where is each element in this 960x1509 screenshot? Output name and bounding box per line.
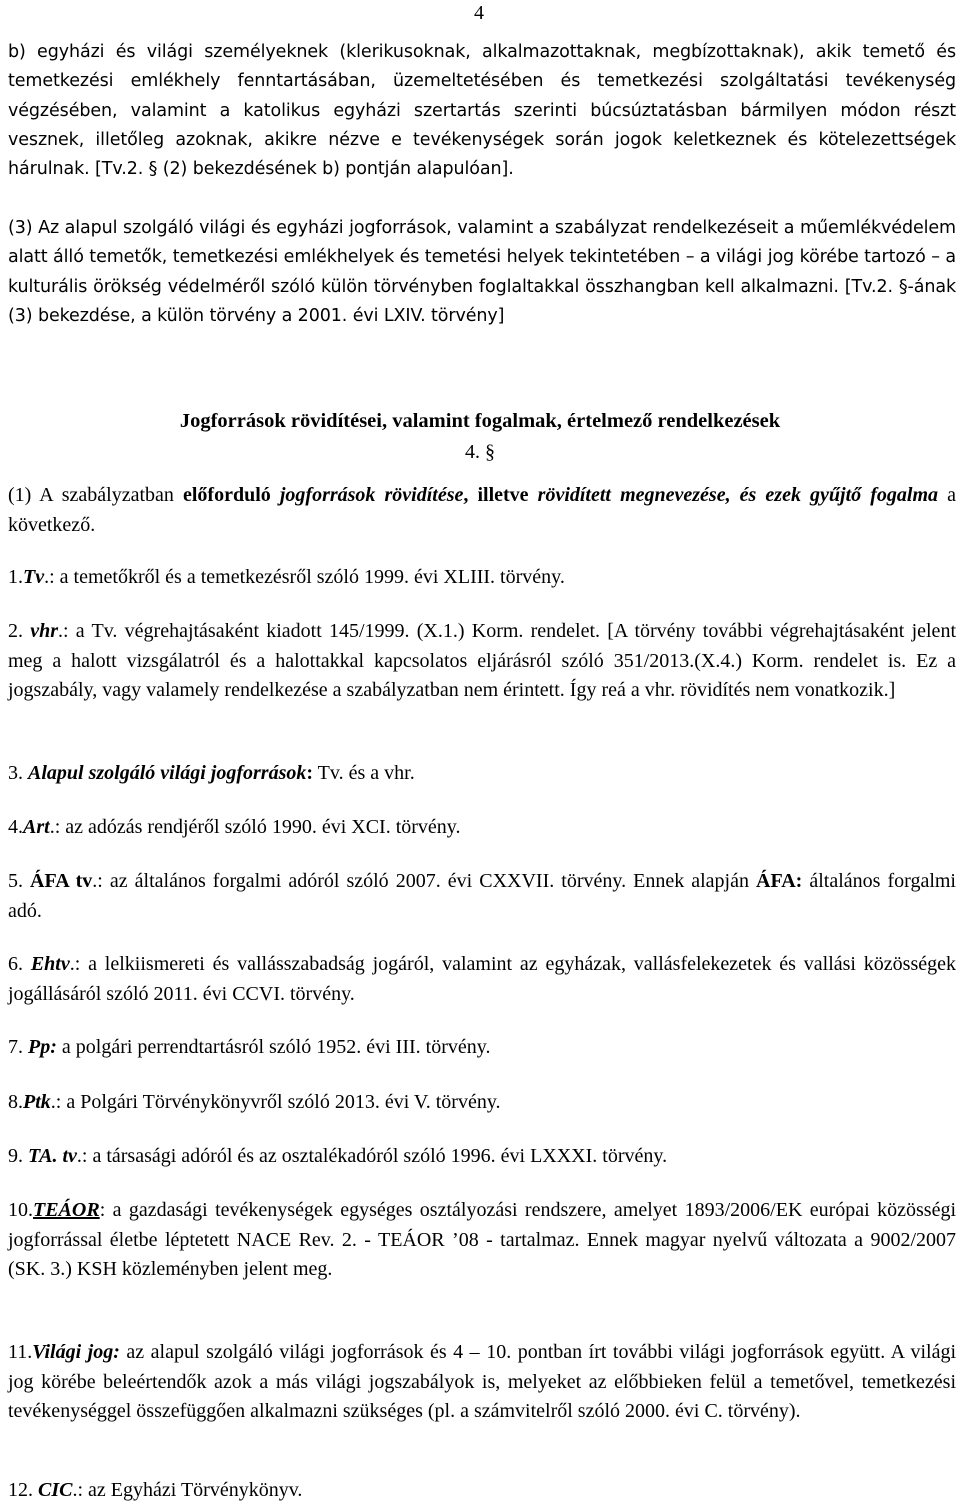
item-text: .: az Egyházi Törvénykönyv. <box>72 1479 303 1501</box>
definition-item-3 <box>8 759 956 789</box>
item-number: 1. <box>8 566 23 588</box>
item-text: .: a Tv. végrehajtásaként kiadott 145/1999. (X.1.) Korm. rendelet. [A törvény további végrehajtásaként jelent meg a halott vizsgálatról és a halottakkal kapcsolatos eljárásról szóló 351/2013.(X.4.) Korm. rendelet is. Ez a jogszabály, vagy valamely rendelkezése a szabályzatban nem érintett. Így reá a vhr. rövidítés nem vonatkozik.] <box>8 620 956 701</box>
item-abbreviation: TEÁOR <box>33 1199 100 1221</box>
item-abbreviation: Ehtv <box>30 953 70 975</box>
item-abbreviation: Ptk <box>23 1091 51 1113</box>
item-abbreviation: Tv <box>23 566 45 588</box>
definition-item-2 <box>8 617 956 706</box>
definition-item-10 <box>8 1196 956 1285</box>
item-number: 10. <box>8 1199 33 1221</box>
item-text-2: általános forgalmi adó. <box>8 870 956 922</box>
section-heading: Jogforrások rövidítései, valamint fogalmak, értelmező rendelkezések <box>179 410 781 432</box>
item-number: 11. <box>8 1341 33 1363</box>
item-number: 5. <box>8 870 31 892</box>
item-text: Tv. és a vhr. <box>313 762 415 784</box>
item-abbreviation: Pp: <box>28 1036 57 1058</box>
item-abbreviation: Világi jog: <box>32 1341 120 1363</box>
item-number: 8. <box>8 1091 23 1113</box>
item-abbreviation: Art <box>23 816 50 838</box>
definition-item-11 <box>8 1338 956 1427</box>
item-text: .: a temetőkről és a temetkezésről szóló 1999. évi XLIII. törvény. <box>44 566 565 588</box>
intro-bold: előforduló <box>182 484 271 506</box>
item-number: 7. <box>8 1036 28 1058</box>
item-text: .: a társasági adóról és az osztalékadóról szóló 1996. évi LXXXI. törvény. <box>76 1145 668 1167</box>
definition-item-12 <box>8 1476 956 1506</box>
definition-item-7 <box>8 1033 956 1063</box>
item-text: az alapul szolgáló világi jogforrások és 4 – 10. pontban írt további világi jogforrások együtt. A világi jog körébe beleértendők azok a más világi jogszabályok is, melyeket az előbbieken felül a temetővel, temetkezési tevékenységgel összefüggően alkalmazni szükséges (pl. a számvitelről szóló 2000. évi C. törvény). <box>8 1341 957 1422</box>
item-text: a polgári perrendtartásról szóló 1952. évi III. törvény. <box>56 1036 491 1058</box>
paragraph-b: b) egyházi és világi személyeknek (klerikusoknak, alkalmazottaknak, megbízottaknak), akik temető és temetkezési emlékhely fenntartásában, üzemeltetésében és temetkezési szolgáltatási tevékenység végzésében, valamint a katolikus egyházi szertartás szerinti búcsúztatásban bármilyen módon részt vesznek, illetőleg azoknak, akikre nézve e tevékenységek során jogok keletkeznek és kötelezettségek hárulnak. [Tv.2. § (2) bekezdésének b) pontján alapulóan]. <box>8 42 956 180</box>
item-abbreviation: TA. tv <box>28 1145 77 1167</box>
section-number: 4. § <box>465 441 495 463</box>
definition-item-6 <box>8 950 956 1009</box>
intro-end: a következő. <box>8 484 956 536</box>
item-colon: : <box>306 762 314 784</box>
item-number: 9. <box>8 1145 28 1167</box>
definition-item-8 <box>8 1088 956 1118</box>
page-number: 4 <box>474 2 484 24</box>
paragraph-3: (3) Az alapul szolgáló világi és egyházi jogforrások, valamint a szabályzat rendelkezéseit a műemlékvédelem alatt álló temetők, temetkezési emlékhelyek és temetési helyek tekintetében – a világi jog körébe tartozó – a kulturális örökség védelméről szóló külön törvényben foglaltakkal összhangban kell alkalmazni. [Tv.2. §-ának (3) bekezdése, a külön törvény a 2001. évi LXIV. törvény] <box>8 218 956 326</box>
item-number: 3. <box>8 762 28 784</box>
item-number: 4. <box>8 816 23 838</box>
intro-term-3: , és ezek gyűjtő fogalma <box>725 484 939 506</box>
item-number: 6. <box>8 953 31 975</box>
item-abbreviation: Alapul szolgáló világi jogforrások <box>28 762 307 784</box>
item-number: 12. <box>8 1479 38 1501</box>
definition-item-9 <box>8 1142 956 1172</box>
intro-term-1: jogforrások rövidítése <box>279 484 464 506</box>
definition-item-1 <box>8 563 956 593</box>
item-text: .: az általános forgalmi adóról szóló 2007. évi CXXVII. törvény. Ennek alapján <box>92 870 757 892</box>
item-abbreviation: ÁFA tv <box>30 870 93 892</box>
intro-bold-2: , illetve <box>463 484 538 506</box>
item-text: : a gazdasági tevékenységek egységes osztályozási rendszere, amelyet 1893/2006/EK európai közösségi jogforrással életbe léptetett NACE Rev. 2. - TEÁOR ’08 - tartalmaz. Ennek magyar nyelvű változata a 9002/2007 (SK. 3.) KSH közleményben jelent meg. <box>8 1199 956 1280</box>
item-abbreviation: vhr <box>30 620 59 642</box>
item-text: .: a lelkiismereti és vallásszabadság jogáról, valamint az egyházak, vallásfelekezetek és vallási közösségek jogállásáról szóló 2011. évi CCVI. törvény. <box>8 953 957 1005</box>
item-abbreviation-2: ÁFA: <box>756 870 803 892</box>
item-text: .: az adózás rendjéről szóló 1990. évi XCI. törvény. <box>49 816 461 838</box>
intro-term-2: rövidített megnevezése <box>537 484 726 506</box>
item-abbreviation: CIC <box>38 1479 73 1501</box>
definition-item-5 <box>8 867 956 926</box>
item-text: .: a Polgári Törvénykönyvről szóló 2013. évi V. törvény. <box>50 1091 501 1113</box>
intro-text: (1) A szabályzatban <box>8 484 183 506</box>
definition-item-4 <box>8 813 956 843</box>
item-number: 2. <box>8 620 31 642</box>
intro-paragraph <box>8 481 956 540</box>
